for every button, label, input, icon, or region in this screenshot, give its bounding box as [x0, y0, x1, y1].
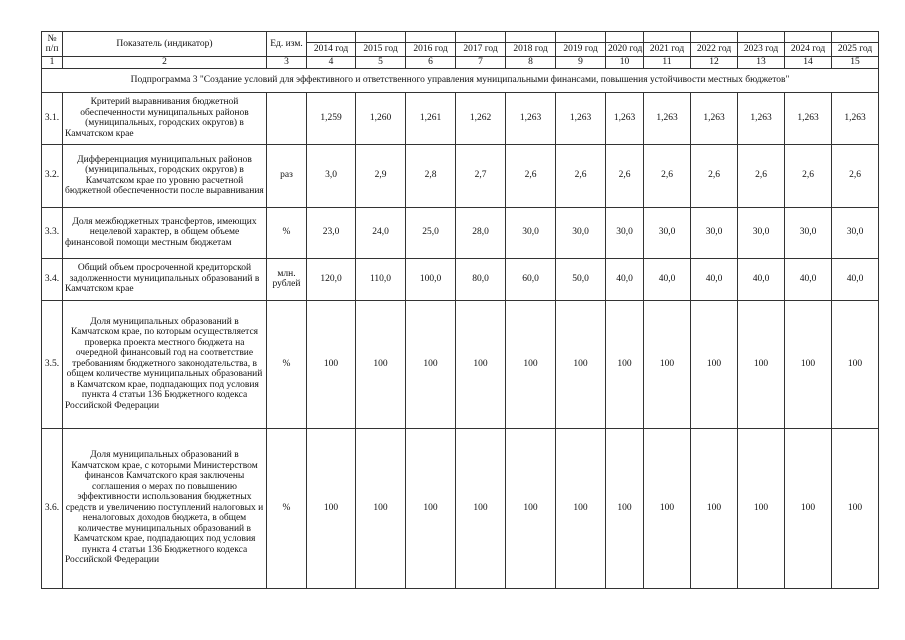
value-cell: 23,0 [307, 207, 356, 258]
subprogram-row [42, 68, 879, 92]
value-cell: 2,6 [738, 144, 785, 207]
column-number: 2 [63, 57, 267, 69]
value-cell: 100 [738, 428, 785, 588]
value-cell: 100,0 [406, 258, 456, 300]
table-row [42, 92, 879, 144]
value-cell: 120,0 [307, 258, 356, 300]
value-cell: 100 [506, 300, 556, 428]
year-header: 2025 год [832, 43, 879, 57]
column-number: 1 [42, 57, 63, 69]
value-cell: 100 [307, 428, 356, 588]
header-blank [406, 32, 456, 43]
value-cell: 2,6 [832, 144, 879, 207]
value-cell: 40,0 [832, 258, 879, 300]
year-header: 2016 год [406, 43, 456, 57]
year-header: 2021 год [644, 43, 691, 57]
value-cell: 100 [556, 300, 606, 428]
column-number: 5 [356, 57, 406, 69]
value-cell: 1,261 [406, 92, 456, 144]
value-cell: 2,6 [644, 144, 691, 207]
header-blank [785, 32, 832, 43]
column-number: 7 [456, 57, 506, 69]
value-cell: 40,0 [644, 258, 691, 300]
value-cell: 100 [406, 428, 456, 588]
value-cell: 1,263 [556, 92, 606, 144]
header-blank [356, 32, 406, 43]
value-cell: 30,0 [506, 207, 556, 258]
header-row [42, 32, 879, 43]
table-row [42, 207, 879, 258]
value-cell: 100 [356, 300, 406, 428]
column-number: 10 [606, 57, 644, 69]
row-number: 3.1. [42, 92, 63, 144]
table-row [42, 258, 879, 300]
table-body [42, 32, 879, 589]
value-cell: 80,0 [456, 258, 506, 300]
value-cell: 100 [644, 300, 691, 428]
indicator-name: Доля муниципальных образований в Камчатском крае, с которыми Министерством финансов Камчатского края заключены соглашения о мерах по повышению эффективности использования бюджетных средств и увеличению поступлений налоговых и неналоговых доходов бюджета, в общем количестве муниципальных образований в Камчатском крае, подпадающих под условия пункта 4 статьи 136 Бюджетного кодекса Российской Федерации [63, 428, 267, 588]
value-cell: 30,0 [691, 207, 738, 258]
column-number: 12 [691, 57, 738, 69]
value-cell: 100 [506, 428, 556, 588]
value-cell: 100 [785, 428, 832, 588]
value-cell: 2,9 [356, 144, 406, 207]
unit-cell: % [267, 300, 307, 428]
value-cell: 40,0 [738, 258, 785, 300]
header-blank [644, 32, 691, 43]
value-cell: 110,0 [356, 258, 406, 300]
value-cell: 30,0 [606, 207, 644, 258]
row-number: 3.4. [42, 258, 63, 300]
value-cell: 3,0 [307, 144, 356, 207]
value-cell: 100 [406, 300, 456, 428]
row-number: 3.3. [42, 207, 63, 258]
column-number: 6 [406, 57, 456, 69]
value-cell: 2,6 [556, 144, 606, 207]
column-numbers-row [42, 57, 879, 69]
value-cell: 24,0 [356, 207, 406, 258]
value-cell: 1,263 [606, 92, 644, 144]
column-number: 11 [644, 57, 691, 69]
value-cell: 1,259 [307, 92, 356, 144]
year-header: 2024 год [785, 43, 832, 57]
year-header: 2023 год [738, 43, 785, 57]
value-cell: 25,0 [406, 207, 456, 258]
value-cell: 100 [832, 300, 879, 428]
value-cell: 30,0 [738, 207, 785, 258]
value-cell: 100 [832, 428, 879, 588]
value-cell: 30,0 [556, 207, 606, 258]
header-num: № п/п [42, 32, 63, 57]
row-number: 3.5. [42, 300, 63, 428]
value-cell: 1,263 [644, 92, 691, 144]
value-cell: 100 [606, 428, 644, 588]
value-cell: 30,0 [644, 207, 691, 258]
value-cell: 30,0 [832, 207, 879, 258]
value-cell: 100 [785, 300, 832, 428]
indicator-name: Общий объем просроченной кредиторской задолженности муниципальных образований в Камчатском крае [63, 258, 267, 300]
value-cell: 100 [456, 300, 506, 428]
value-cell: 50,0 [556, 258, 606, 300]
value-cell: 100 [691, 300, 738, 428]
year-header: 2017 год [456, 43, 506, 57]
indicator-name: Доля межбюджетных трансфертов, имеющих нецелевой характер, в общем объеме финансовой помощи местным бюджетам [63, 207, 267, 258]
value-cell: 1,263 [738, 92, 785, 144]
table-row [42, 428, 879, 588]
indicators-table [41, 31, 879, 589]
year-header: 2015 год [356, 43, 406, 57]
value-cell: 40,0 [606, 258, 644, 300]
value-cell: 1,263 [832, 92, 879, 144]
subprogram-title: Подпрограмма 3 "Создание условий для эффективного и ответственного управления муниципальными финансами, повышения устойчивости местных бюджетов" [42, 68, 879, 92]
row-number: 3.2. [42, 144, 63, 207]
value-cell: 100 [606, 300, 644, 428]
value-cell: 1,263 [506, 92, 556, 144]
year-header: 2022 год [691, 43, 738, 57]
column-number: 4 [307, 57, 356, 69]
table-row [42, 300, 879, 428]
unit-cell: % [267, 207, 307, 258]
column-number: 15 [832, 57, 879, 69]
header-blank [738, 32, 785, 43]
indicator-name: Доля муниципальных образований в Камчатском крае, по которым осуществляется проверка проекта местного бюджета на очередной финансовый год на соответствие требованиям бюджетного законодательства, в общем количестве муниципальных образований в Камчатском крае, подпадающих под условия пункта 4 статьи 136 Бюджетного кодекса Российской Федерации [63, 300, 267, 428]
value-cell: 100 [644, 428, 691, 588]
value-cell: 2,8 [406, 144, 456, 207]
value-cell: 30,0 [785, 207, 832, 258]
header-blank [832, 32, 879, 43]
value-cell: 2,6 [785, 144, 832, 207]
value-cell: 60,0 [506, 258, 556, 300]
value-cell: 1,262 [456, 92, 506, 144]
value-cell: 2,6 [606, 144, 644, 207]
header-blank [456, 32, 506, 43]
unit-cell: млн. рублей [267, 258, 307, 300]
column-number: 14 [785, 57, 832, 69]
value-cell: 2,7 [456, 144, 506, 207]
header-indicator: Показатель (индикатор) [63, 32, 267, 57]
year-header: 2018 год [506, 43, 556, 57]
header-blank [606, 32, 644, 43]
header-blank [556, 32, 606, 43]
year-header: 2020 год [606, 43, 644, 57]
header-unit: Ед. изм. [267, 32, 307, 57]
column-number: 9 [556, 57, 606, 69]
value-cell: 100 [456, 428, 506, 588]
unit-cell: раз [267, 144, 307, 207]
column-number: 8 [506, 57, 556, 69]
header-blank [307, 32, 356, 43]
year-header: 2019 год [556, 43, 606, 57]
header-blank [506, 32, 556, 43]
value-cell: 2,6 [506, 144, 556, 207]
column-number: 3 [267, 57, 307, 69]
column-number: 13 [738, 57, 785, 69]
value-cell: 100 [556, 428, 606, 588]
value-cell: 1,263 [785, 92, 832, 144]
year-header: 2014 год [307, 43, 356, 57]
indicator-name: Дифференциация муниципальных районов (муниципальных, городских округов) в Камчатском крае по уровню расчетной бюджетной обеспеченности после выравнивания [63, 144, 267, 207]
unit-cell: % [267, 428, 307, 588]
indicator-name: Критерий выравнивания бюджетной обеспеченности муниципальных районов (муниципальных, городских округов) в Камчатском крае [63, 92, 267, 144]
value-cell: 100 [738, 300, 785, 428]
value-cell: 40,0 [691, 258, 738, 300]
value-cell: 1,260 [356, 92, 406, 144]
table-row [42, 144, 879, 207]
row-number: 3.6. [42, 428, 63, 588]
value-cell: 100 [307, 300, 356, 428]
header-blank [691, 32, 738, 43]
value-cell: 2,6 [691, 144, 738, 207]
unit-cell [267, 92, 307, 144]
value-cell: 40,0 [785, 258, 832, 300]
value-cell: 28,0 [456, 207, 506, 258]
value-cell: 1,263 [691, 92, 738, 144]
value-cell: 100 [691, 428, 738, 588]
value-cell: 100 [356, 428, 406, 588]
